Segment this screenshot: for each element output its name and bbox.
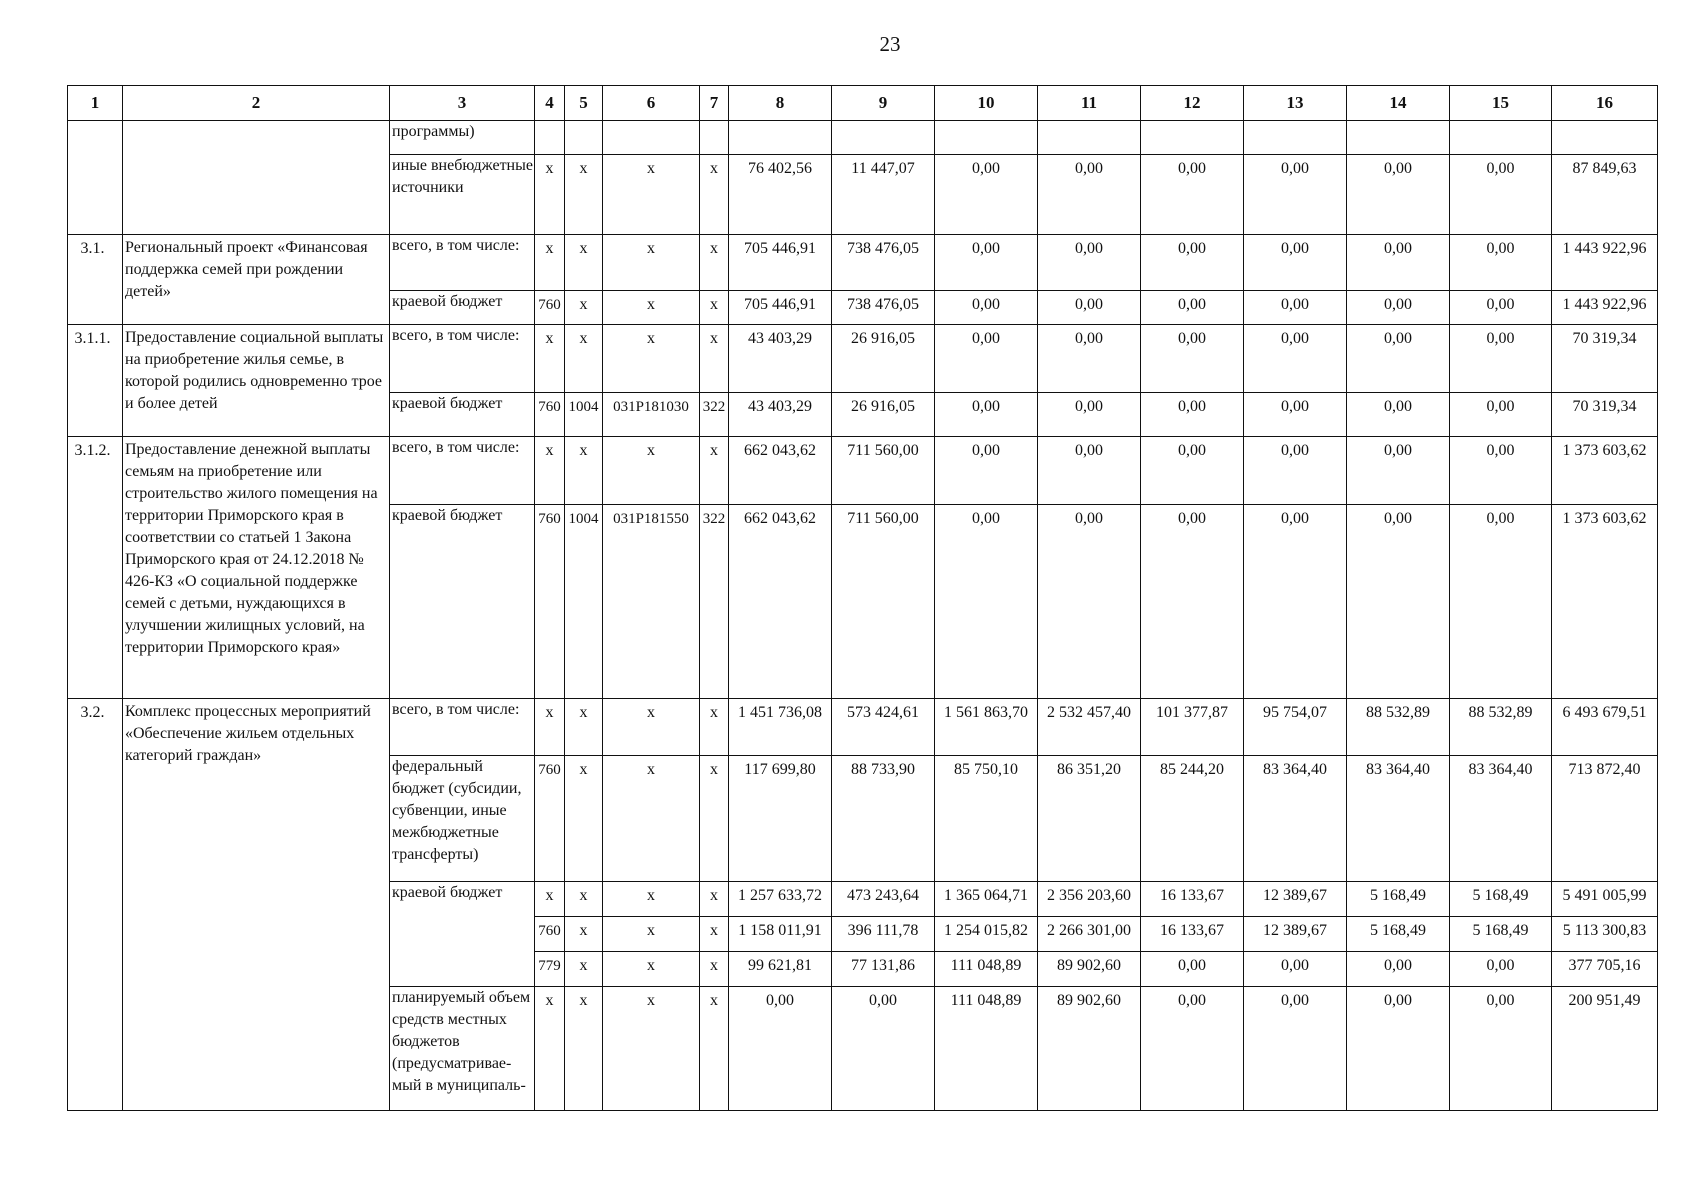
value-12-cell: 0,00 — [1141, 505, 1244, 699]
value-8-cell: 1 257 633,72 — [729, 882, 832, 917]
value-16-cell: 713 872,40 — [1552, 756, 1658, 882]
value-14-cell: 0,00 — [1347, 987, 1450, 1111]
code-4-cell: 760 — [535, 393, 565, 437]
code-6-cell: x — [603, 699, 700, 756]
value-10-cell: 0,00 — [935, 155, 1038, 235]
value-9-cell — [832, 121, 935, 155]
value-15-cell: 5 168,49 — [1450, 917, 1552, 952]
value-8-cell: 1 158 011,91 — [729, 917, 832, 952]
value-16-cell: 1 443 922,96 — [1552, 235, 1658, 291]
row-name-text: Региональный проект «Финансовая поддержка семей при рождении детей» — [125, 239, 368, 300]
page-number: 23 — [879, 32, 901, 56]
value-9-cell: 711 560,00 — [832, 505, 935, 699]
value-12-cell: 16 133,67 — [1141, 882, 1244, 917]
row-name-cell — [123, 325, 390, 437]
col-header-9: 9 — [832, 86, 935, 121]
value-11-cell: 0,00 — [1038, 291, 1141, 325]
value-14-cell — [1347, 121, 1450, 155]
code-5-cell: 1004 — [565, 393, 603, 437]
value-9-cell: 77 131,86 — [832, 952, 935, 987]
value-12-cell: 0,00 — [1141, 291, 1244, 325]
value-9-cell: 711 560,00 — [832, 437, 935, 505]
source-cell: краевой бюджет — [390, 393, 535, 437]
value-8-cell: 0,00 — [729, 987, 832, 1111]
value-15-cell: 0,00 — [1450, 393, 1552, 437]
row-name-text: Предоставление социальной выплаты на приобретение жилья семье, в которой родились одновременно трое и более детей — [125, 329, 384, 412]
value-10-cell: 111 048,89 — [935, 987, 1038, 1111]
table-row — [68, 121, 1658, 155]
value-16-cell: 377 705,16 — [1552, 952, 1658, 987]
value-14-cell: 0,00 — [1347, 393, 1450, 437]
row-name-text: Предоставление денежной выплаты семьям на приобретение или строительство жилого помещения на территории Приморского края в соответствии со статьей 1 Закона Приморского края от 24.12.2018 № 426-КЗ «О социальной поддержке семей с детьми, нуждающихся в улучшении жилищных условий, на территории Приморского края» — [125, 441, 378, 656]
table-row — [68, 699, 1658, 756]
value-12-cell: 0,00 — [1141, 987, 1244, 1111]
value-11-cell: 89 902,60 — [1038, 952, 1141, 987]
code-6-cell: x — [603, 155, 700, 235]
code-6-cell: x — [603, 882, 700, 917]
col-header-2: 2 — [123, 86, 390, 121]
col-header-12: 12 — [1141, 86, 1244, 121]
value-9-cell: 26 916,05 — [832, 325, 935, 393]
value-10-cell: 1 365 064,71 — [935, 882, 1038, 917]
value-11-cell: 0,00 — [1038, 235, 1141, 291]
value-12-cell: 0,00 — [1141, 235, 1244, 291]
row-name-cell — [123, 437, 390, 699]
code-5-cell: x — [565, 952, 603, 987]
code-6-cell: x — [603, 917, 700, 952]
code-4-cell: x — [535, 987, 565, 1111]
value-9-cell: 0,00 — [832, 987, 935, 1111]
value-8-cell: 1 451 736,08 — [729, 699, 832, 756]
value-11-cell: 86 351,20 — [1038, 756, 1141, 882]
value-8-cell: 43 403,29 — [729, 325, 832, 393]
value-16-cell: 5 113 300,83 — [1552, 917, 1658, 952]
code-4-cell: x — [535, 325, 565, 393]
value-11-cell: 2 266 301,00 — [1038, 917, 1141, 952]
code-6-cell: x — [603, 756, 700, 882]
row-number-cell: 3.1. — [68, 235, 123, 325]
value-10-cell: 85 750,10 — [935, 756, 1038, 882]
code-4-cell: 760 — [535, 291, 565, 325]
value-12-cell — [1141, 121, 1244, 155]
row-name-cell — [123, 699, 390, 1111]
value-11-cell: 0,00 — [1038, 155, 1141, 235]
value-13-cell: 0,00 — [1244, 437, 1347, 505]
code-7-cell: x — [700, 882, 729, 917]
value-11-cell: 0,00 — [1038, 325, 1141, 393]
value-16-cell: 1 373 603,62 — [1552, 505, 1658, 699]
value-9-cell: 573 424,61 — [832, 699, 935, 756]
value-11-cell: 89 902,60 — [1038, 987, 1141, 1111]
row-number-cell: 3.1.2. — [68, 437, 123, 699]
value-15-cell: 83 364,40 — [1450, 756, 1552, 882]
value-13-cell: 0,00 — [1244, 952, 1347, 987]
value-13-cell: 0,00 — [1244, 393, 1347, 437]
value-15-cell: 0,00 — [1450, 235, 1552, 291]
value-14-cell: 0,00 — [1347, 325, 1450, 393]
source-cell: планируемый объем средств местных бюджетов (предусматривае-мый в муниципаль- — [390, 987, 535, 1111]
code-7-cell: x — [700, 437, 729, 505]
table-row — [68, 437, 1658, 505]
value-13-cell: 0,00 — [1244, 505, 1347, 699]
value-14-cell: 83 364,40 — [1347, 756, 1450, 882]
code-6-cell: x — [603, 235, 700, 291]
value-13-cell: 0,00 — [1244, 155, 1347, 235]
code-4-cell: x — [535, 437, 565, 505]
value-15-cell: 0,00 — [1450, 505, 1552, 699]
code-6-cell: x — [603, 325, 700, 393]
code-4-cell: x — [535, 155, 565, 235]
code-5-cell: x — [565, 291, 603, 325]
value-9-cell: 473 243,64 — [832, 882, 935, 917]
col-header-11: 11 — [1038, 86, 1141, 121]
value-8-cell — [729, 121, 832, 155]
code-5-cell: x — [565, 235, 603, 291]
value-9-cell: 11 447,07 — [832, 155, 935, 235]
table-row — [68, 325, 1658, 393]
code-5-cell: x — [565, 882, 603, 917]
col-header-10: 10 — [935, 86, 1038, 121]
value-15-cell: 88 532,89 — [1450, 699, 1552, 756]
col-header-15: 15 — [1450, 86, 1552, 121]
value-10-cell — [935, 121, 1038, 155]
code-5-cell: x — [565, 155, 603, 235]
value-14-cell: 0,00 — [1347, 155, 1450, 235]
value-16-cell: 70 319,34 — [1552, 325, 1658, 393]
code-6-cell: 031P181030 — [603, 393, 700, 437]
col-header-13: 13 — [1244, 86, 1347, 121]
value-13-cell: 83 364,40 — [1244, 756, 1347, 882]
code-7-cell: x — [700, 235, 729, 291]
col-header-16: 16 — [1552, 86, 1658, 121]
value-14-cell: 0,00 — [1347, 235, 1450, 291]
value-16-cell: 6 493 679,51 — [1552, 699, 1658, 756]
value-8-cell: 705 446,91 — [729, 235, 832, 291]
source-cell: федеральный бюджет (субсидии, субвенции, иные межбюджетные трансферты) — [390, 756, 535, 882]
value-12-cell: 0,00 — [1141, 325, 1244, 393]
value-15-cell — [1450, 121, 1552, 155]
value-8-cell: 76 402,56 — [729, 155, 832, 235]
header-row — [68, 86, 1658, 121]
value-11-cell: 0,00 — [1038, 505, 1141, 699]
value-15-cell: 0,00 — [1450, 952, 1552, 987]
code-7-cell: 322 — [700, 393, 729, 437]
value-10-cell: 0,00 — [935, 437, 1038, 505]
value-15-cell: 0,00 — [1450, 155, 1552, 235]
value-16-cell — [1552, 121, 1658, 155]
row-name-text: Комплекс процессных мероприятий «Обеспечение жильем отдельных категорий граждан» — [125, 703, 371, 764]
source-cell: краевой бюджет — [390, 882, 535, 987]
code-4-cell: x — [535, 235, 565, 291]
value-16-cell: 1 443 922,96 — [1552, 291, 1658, 325]
source-cell: всего, в том числе: — [390, 325, 535, 393]
code-6-cell: x — [603, 952, 700, 987]
value-15-cell: 0,00 — [1450, 437, 1552, 505]
code-7-cell: x — [700, 952, 729, 987]
code-4-cell: x — [535, 699, 565, 756]
value-13-cell — [1244, 121, 1347, 155]
value-9-cell: 738 476,05 — [832, 291, 935, 325]
code-7-cell: 322 — [700, 505, 729, 699]
source-cell: программы) — [390, 121, 535, 155]
budget-table — [67, 85, 1658, 1111]
value-10-cell: 1 254 015,82 — [935, 917, 1038, 952]
value-13-cell: 0,00 — [1244, 235, 1347, 291]
value-14-cell: 5 168,49 — [1347, 882, 1450, 917]
value-16-cell: 70 319,34 — [1552, 393, 1658, 437]
value-8-cell: 662 043,62 — [729, 505, 832, 699]
col-header-1: 1 — [68, 86, 123, 121]
code-4-cell: x — [535, 882, 565, 917]
col-header-3: 3 — [390, 86, 535, 121]
value-13-cell: 0,00 — [1244, 987, 1347, 1111]
code-7-cell: x — [700, 987, 729, 1111]
value-13-cell: 12 389,67 — [1244, 917, 1347, 952]
value-11-cell: 2 356 203,60 — [1038, 882, 1141, 917]
code-7-cell: x — [700, 291, 729, 325]
value-14-cell: 0,00 — [1347, 952, 1450, 987]
row-number-cell: 3.2. — [68, 699, 123, 1111]
source-cell: всего, в том числе: — [390, 235, 535, 291]
code-6-cell: x — [603, 291, 700, 325]
code-4-cell: 779 — [535, 952, 565, 987]
value-14-cell: 0,00 — [1347, 437, 1450, 505]
value-10-cell: 111 048,89 — [935, 952, 1038, 987]
value-10-cell: 1 561 863,70 — [935, 699, 1038, 756]
row-name-cell — [123, 121, 390, 235]
value-13-cell: 0,00 — [1244, 325, 1347, 393]
value-13-cell: 12 389,67 — [1244, 882, 1347, 917]
code-5-cell: x — [565, 917, 603, 952]
value-16-cell: 200 951,49 — [1552, 987, 1658, 1111]
row-number-cell — [68, 121, 123, 235]
value-8-cell: 117 699,80 — [729, 756, 832, 882]
code-4-cell — [535, 121, 565, 155]
value-16-cell: 87 849,63 — [1552, 155, 1658, 235]
code-4-cell: 760 — [535, 756, 565, 882]
value-13-cell: 0,00 — [1244, 291, 1347, 325]
source-cell: иные внебюджетные источники — [390, 155, 535, 235]
value-15-cell: 0,00 — [1450, 987, 1552, 1111]
value-10-cell: 0,00 — [935, 505, 1038, 699]
value-12-cell: 0,00 — [1141, 393, 1244, 437]
code-6-cell — [603, 121, 700, 155]
value-15-cell: 0,00 — [1450, 325, 1552, 393]
code-4-cell: 760 — [535, 505, 565, 699]
code-7-cell: x — [700, 155, 729, 235]
code-4-cell: 760 — [535, 917, 565, 952]
code-5-cell — [565, 121, 603, 155]
row-name-cell — [123, 235, 390, 325]
code-6-cell: x — [603, 987, 700, 1111]
table-row — [68, 235, 1658, 291]
code-5-cell: x — [565, 756, 603, 882]
value-14-cell: 5 168,49 — [1347, 917, 1450, 952]
value-12-cell: 0,00 — [1141, 155, 1244, 235]
value-11-cell — [1038, 121, 1141, 155]
value-8-cell: 662 043,62 — [729, 437, 832, 505]
code-6-cell: x — [603, 437, 700, 505]
value-11-cell: 0,00 — [1038, 437, 1141, 505]
code-7-cell: x — [700, 756, 729, 882]
value-8-cell: 43 403,29 — [729, 393, 832, 437]
value-8-cell: 99 621,81 — [729, 952, 832, 987]
value-14-cell: 0,00 — [1347, 505, 1450, 699]
value-12-cell: 85 244,20 — [1141, 756, 1244, 882]
col-header-7: 7 — [700, 86, 729, 121]
value-9-cell: 738 476,05 — [832, 235, 935, 291]
value-15-cell: 0,00 — [1450, 291, 1552, 325]
code-5-cell: x — [565, 437, 603, 505]
value-10-cell: 0,00 — [935, 393, 1038, 437]
code-5-cell: x — [565, 699, 603, 756]
code-6-cell: 031P181550 — [603, 505, 700, 699]
value-16-cell: 5 491 005,99 — [1552, 882, 1658, 917]
row-number-cell: 3.1.1. — [68, 325, 123, 437]
source-cell: всего, в том числе: — [390, 699, 535, 756]
code-7-cell: x — [700, 699, 729, 756]
value-12-cell: 0,00 — [1141, 437, 1244, 505]
col-header-4: 4 — [535, 86, 565, 121]
col-header-8: 8 — [729, 86, 832, 121]
code-5-cell: 1004 — [565, 505, 603, 699]
code-7-cell: x — [700, 917, 729, 952]
col-header-5: 5 — [565, 86, 603, 121]
value-16-cell: 1 373 603,62 — [1552, 437, 1658, 505]
value-14-cell: 0,00 — [1347, 291, 1450, 325]
source-cell: всего, в том числе: — [390, 437, 535, 505]
value-10-cell: 0,00 — [935, 235, 1038, 291]
value-12-cell: 101 377,87 — [1141, 699, 1244, 756]
value-8-cell: 705 446,91 — [729, 291, 832, 325]
value-13-cell: 95 754,07 — [1244, 699, 1347, 756]
value-14-cell: 88 532,89 — [1347, 699, 1450, 756]
code-7-cell — [700, 121, 729, 155]
value-10-cell: 0,00 — [935, 325, 1038, 393]
col-header-6: 6 — [603, 86, 700, 121]
value-12-cell: 0,00 — [1141, 952, 1244, 987]
source-cell: краевой бюджет — [390, 291, 535, 325]
code-5-cell: x — [565, 987, 603, 1111]
value-11-cell: 0,00 — [1038, 393, 1141, 437]
code-7-cell: x — [700, 325, 729, 393]
value-15-cell: 5 168,49 — [1450, 882, 1552, 917]
value-9-cell: 26 916,05 — [832, 393, 935, 437]
value-9-cell: 396 111,78 — [832, 917, 935, 952]
value-10-cell: 0,00 — [935, 291, 1038, 325]
code-5-cell: x — [565, 325, 603, 393]
col-header-14: 14 — [1347, 86, 1450, 121]
value-9-cell: 88 733,90 — [832, 756, 935, 882]
value-12-cell: 16 133,67 — [1141, 917, 1244, 952]
value-11-cell: 2 532 457,40 — [1038, 699, 1141, 756]
source-cell: краевой бюджет — [390, 505, 535, 699]
